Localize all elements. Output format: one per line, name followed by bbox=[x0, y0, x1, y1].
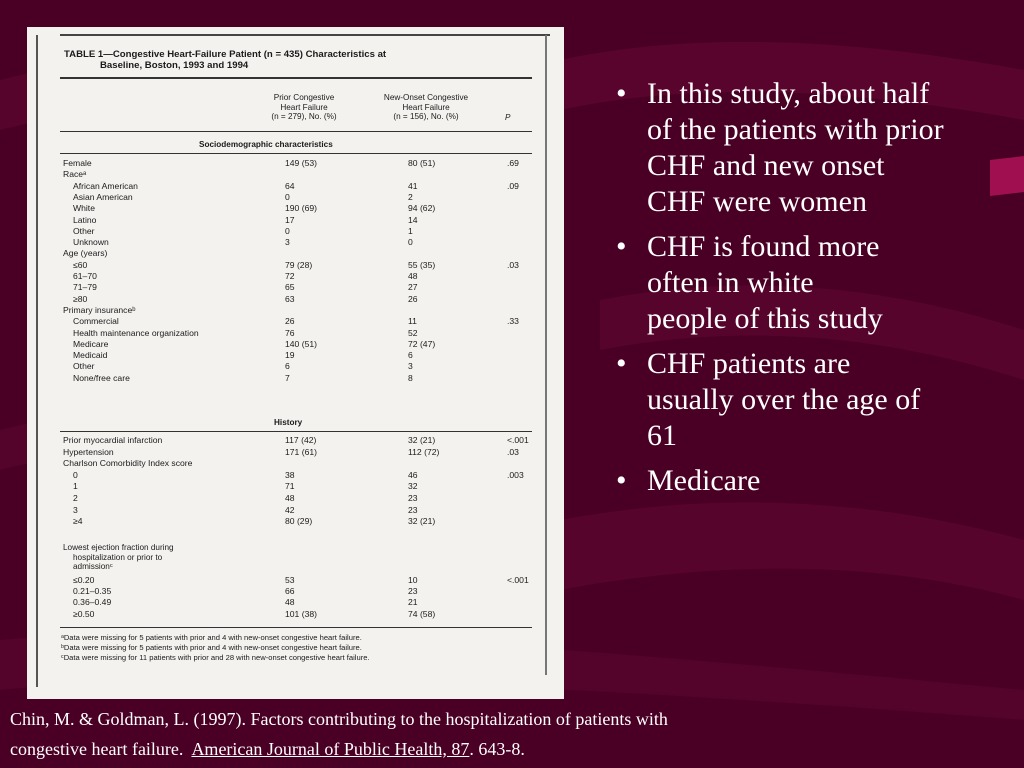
row-label: Latino bbox=[73, 214, 97, 225]
row-label: African American bbox=[73, 180, 138, 191]
bullet-text: Medicare bbox=[647, 464, 761, 497]
row-label: Female bbox=[63, 158, 92, 168]
p-value-cell: .09 bbox=[507, 180, 519, 191]
table-scan bbox=[27, 27, 564, 699]
new-onset-chf-cell: 27 bbox=[408, 282, 418, 293]
new-onset-chf-cell: 23 bbox=[408, 493, 418, 503]
header-rule bbox=[60, 131, 532, 132]
table-row bbox=[27, 305, 564, 316]
new-onset-chf-cell: 32 (21) bbox=[408, 516, 436, 527]
new-onset-chf-cell: 32 (21) bbox=[408, 435, 436, 445]
table-row bbox=[27, 271, 564, 282]
prior-chf-cell: 0 bbox=[285, 191, 290, 202]
new-onset-chf-cell: 55 (35) bbox=[408, 259, 436, 270]
new-onset-chf-cell: 80 (51) bbox=[408, 158, 436, 168]
new-onset-chf-cell: 10 bbox=[408, 575, 418, 585]
new-onset-chf-cell: 23 bbox=[408, 504, 418, 515]
prior-chf-cell: 48 bbox=[285, 493, 295, 503]
row-label: ≥80 bbox=[73, 293, 88, 304]
footnote-rule bbox=[60, 627, 532, 628]
table-row bbox=[27, 316, 564, 327]
row-label: Unknown bbox=[73, 237, 109, 248]
bullet-text: CHF is found more often in white people of this study bbox=[647, 230, 883, 335]
footnote-b: ᵇData were missing for 5 patients with prior and 4 with new-onset congestive heart failure. bbox=[61, 643, 362, 652]
prior-chf-cell: 149 (53) bbox=[285, 158, 318, 168]
table-row bbox=[27, 260, 564, 271]
prior-chf-cell: 171 (61) bbox=[285, 446, 318, 457]
bullet-icon: • bbox=[616, 347, 627, 380]
new-onset-chf-cell: 21 bbox=[408, 597, 418, 608]
prior-chf-cell: 101 (38) bbox=[285, 608, 318, 619]
col2-header bbox=[360, 93, 492, 122]
prior-chf-cell: 79 (28) bbox=[285, 259, 313, 270]
new-onset-chf-cell: 72 (47) bbox=[408, 338, 436, 349]
row-label: 0.21–0.35 bbox=[73, 586, 112, 597]
prior-chf-cell: 6 bbox=[285, 361, 290, 372]
table-row bbox=[27, 169, 564, 180]
row-label: 71–79 bbox=[73, 282, 97, 293]
prior-chf-cell: 71 bbox=[285, 481, 295, 492]
prior-chf-cell: 7 bbox=[285, 372, 290, 383]
p-value-cell: <.001 bbox=[507, 575, 529, 585]
prior-chf-cell: 140 (51) bbox=[285, 338, 318, 349]
row-label: Age (years) bbox=[63, 248, 108, 259]
col2-header-line: New-Onset Congestive bbox=[383, 93, 469, 102]
footnote-c: ᶜData were missing for 11 patients with prior and 28 with new-onset congestive heart failure. bbox=[61, 653, 370, 662]
row-label: 3 bbox=[73, 504, 78, 515]
table-row bbox=[27, 597, 564, 608]
row-label: 0.36–0.49 bbox=[73, 597, 112, 608]
p-value-cell: .69 bbox=[507, 158, 519, 168]
table-row bbox=[27, 328, 564, 339]
section-sociodemographic: Sociodemographic characteristics bbox=[199, 140, 333, 149]
history-rule bbox=[60, 431, 532, 432]
new-onset-chf-cell: 52 bbox=[408, 327, 418, 338]
table-row bbox=[27, 447, 564, 458]
row-label: Health maintenance organization bbox=[73, 327, 199, 338]
bullet-item bbox=[600, 346, 1000, 454]
prior-chf-cell: 65 bbox=[285, 282, 295, 293]
new-onset-chf-cell: 94 (62) bbox=[408, 203, 436, 214]
new-onset-chf-cell: 0 bbox=[408, 237, 413, 248]
table-row bbox=[27, 481, 564, 492]
new-onset-chf-cell: 3 bbox=[408, 361, 413, 372]
table-row bbox=[27, 435, 564, 446]
bullet-list bbox=[600, 76, 1000, 508]
row-label: ≤0.20 bbox=[73, 575, 95, 585]
row-label: 1 bbox=[73, 481, 78, 492]
col1-header bbox=[249, 93, 359, 122]
table-row bbox=[27, 493, 564, 504]
row-label: Hypertension bbox=[63, 446, 114, 457]
ef-label-line: hospitalization or prior to bbox=[73, 552, 163, 562]
new-onset-chf-cell: 41 bbox=[408, 180, 418, 191]
p-value-cell: .03 bbox=[507, 259, 519, 270]
row-label: Other bbox=[73, 225, 95, 236]
row-label: 61–70 bbox=[73, 271, 97, 281]
table-row bbox=[27, 505, 564, 516]
ef-label-line: Lowest ejection fraction during bbox=[63, 543, 174, 552]
citation-suffix: . 643-8. bbox=[469, 739, 525, 759]
table-row bbox=[27, 339, 564, 350]
row-label: White bbox=[73, 203, 95, 214]
table-row bbox=[27, 158, 564, 169]
p-value-cell: .03 bbox=[507, 446, 519, 457]
table-row bbox=[27, 203, 564, 214]
row-label: Raceᵃ bbox=[63, 169, 87, 180]
table-title-line-2: Baseline, Boston, 1993 and 1994 bbox=[100, 60, 249, 71]
bullet-item bbox=[600, 229, 1000, 337]
prior-chf-cell: 38 bbox=[285, 469, 295, 480]
prior-chf-cell: 48 bbox=[285, 597, 295, 608]
new-onset-chf-cell: 1 bbox=[408, 225, 413, 236]
new-onset-chf-cell: 112 (72) bbox=[408, 446, 440, 457]
new-onset-chf-cell: 23 bbox=[408, 586, 418, 597]
row-label: 0 bbox=[73, 469, 78, 480]
prior-chf-cell: 26 bbox=[285, 316, 295, 327]
new-onset-chf-cell: 2 bbox=[408, 191, 413, 202]
citation-line-2 bbox=[10, 734, 1010, 764]
section-rule bbox=[60, 153, 532, 154]
bullet-icon: • bbox=[616, 464, 627, 497]
row-label: Medicaid bbox=[73, 350, 108, 361]
row-label: Primary insuranceᵇ bbox=[63, 304, 136, 315]
row-label: ≥0.50 bbox=[73, 608, 95, 619]
prior-chf-cell: 53 bbox=[285, 575, 295, 585]
citation-journal-link[interactable]: American Journal of Public Health, 87 bbox=[191, 739, 470, 759]
table-row bbox=[27, 575, 564, 586]
new-onset-chf-cell: 8 bbox=[408, 372, 413, 383]
table-row bbox=[27, 516, 564, 527]
prior-chf-cell: 0 bbox=[285, 225, 290, 236]
section-history: History bbox=[274, 418, 303, 427]
table-row bbox=[27, 282, 564, 293]
table-row bbox=[27, 586, 564, 597]
prior-chf-cell: 17 bbox=[285, 214, 295, 225]
bullet-icon: • bbox=[616, 230, 627, 263]
p-value-cell: .33 bbox=[507, 316, 519, 327]
p-value-cell: .003 bbox=[507, 469, 524, 480]
table-row bbox=[27, 361, 564, 372]
bullet-item bbox=[600, 76, 1000, 220]
prior-chf-cell: 63 bbox=[285, 293, 295, 304]
prior-chf-cell: 64 bbox=[285, 180, 295, 191]
new-onset-chf-cell: 48 bbox=[408, 271, 418, 281]
citation bbox=[10, 704, 1010, 764]
col2-header-line: Heart Failure bbox=[402, 102, 450, 112]
col1-header-line: (n = 279), No. (%) bbox=[271, 112, 337, 121]
row-label: ≥4 bbox=[73, 516, 83, 527]
row-label: Medicare bbox=[73, 338, 109, 349]
prior-chf-cell: 190 (69) bbox=[285, 203, 318, 214]
table-title-line-1: TABLE 1—Congestive Heart-Failure Patient (n = 435) Characteristics at bbox=[64, 49, 387, 60]
table-row bbox=[27, 181, 564, 192]
row-label: 2 bbox=[73, 493, 78, 503]
prior-chf-cell: 76 bbox=[285, 327, 295, 338]
new-onset-chf-cell: 74 (58) bbox=[408, 608, 436, 619]
row-label: ≤60 bbox=[73, 259, 88, 270]
row-label: Prior myocardial infarction bbox=[63, 435, 163, 445]
title-rule bbox=[60, 77, 532, 79]
new-onset-chf-cell: 32 bbox=[408, 481, 418, 492]
prior-chf-cell: 72 bbox=[285, 271, 295, 281]
row-label: Charlson Comorbidity Index score bbox=[63, 458, 193, 469]
bullet-icon: • bbox=[616, 77, 627, 110]
table-row bbox=[27, 237, 564, 248]
col2-header-line: (n = 156), No. (%) bbox=[393, 112, 459, 121]
table-row bbox=[27, 350, 564, 361]
ejection-fraction-label bbox=[63, 543, 174, 572]
bullet-text: CHF patients are usually over the age of 61 bbox=[647, 347, 921, 452]
new-onset-chf-cell: 46 bbox=[408, 469, 418, 480]
new-onset-chf-cell: 26 bbox=[408, 293, 418, 304]
table-row bbox=[27, 226, 564, 237]
citation-line-1: Chin, M. & Goldman, L. (1997). Factors contributing to the hospitalization of patients with bbox=[10, 709, 668, 729]
citation-prefix: congestive heart failure. bbox=[10, 739, 192, 759]
table-row bbox=[27, 248, 564, 259]
p-value-cell: <.001 bbox=[507, 435, 529, 445]
table-row bbox=[27, 192, 564, 203]
table-row bbox=[27, 458, 564, 469]
bullet-text: In this study, about half of the patients with prior CHF and new onset CHF were women bbox=[647, 77, 944, 218]
new-onset-chf-cell: 6 bbox=[408, 350, 413, 361]
table-row bbox=[27, 470, 564, 481]
ef-label-line: admissionᶜ bbox=[73, 562, 113, 571]
table-title bbox=[64, 49, 544, 71]
row-label: Other bbox=[73, 361, 95, 372]
prior-chf-cell: 80 (29) bbox=[285, 516, 313, 527]
prior-chf-cell: 66 bbox=[285, 586, 295, 597]
new-onset-chf-cell: 14 bbox=[408, 214, 418, 225]
scan-border-top bbox=[60, 34, 550, 36]
table-row bbox=[27, 215, 564, 226]
footnote-a: ᵃData were missing for 5 patients with prior and 4 with new-onset congestive heart failure. bbox=[61, 633, 362, 642]
prior-chf-cell: 3 bbox=[285, 237, 290, 248]
table-row bbox=[27, 294, 564, 305]
table-row bbox=[27, 609, 564, 620]
row-label: None/free care bbox=[73, 372, 130, 383]
bullet-item bbox=[600, 463, 1000, 499]
new-onset-chf-cell: 11 bbox=[408, 316, 417, 327]
prior-chf-cell: 42 bbox=[285, 504, 295, 515]
col1-header-line: Prior Congestive bbox=[273, 93, 335, 102]
table-row bbox=[27, 373, 564, 384]
prior-chf-cell: 117 (42) bbox=[285, 435, 317, 445]
prior-chf-cell: 19 bbox=[285, 350, 295, 361]
p-header: P bbox=[505, 113, 511, 122]
col1-header-line: Heart Failure bbox=[280, 102, 328, 112]
row-label: Commercial bbox=[73, 316, 119, 327]
row-label: Asian American bbox=[73, 191, 133, 202]
